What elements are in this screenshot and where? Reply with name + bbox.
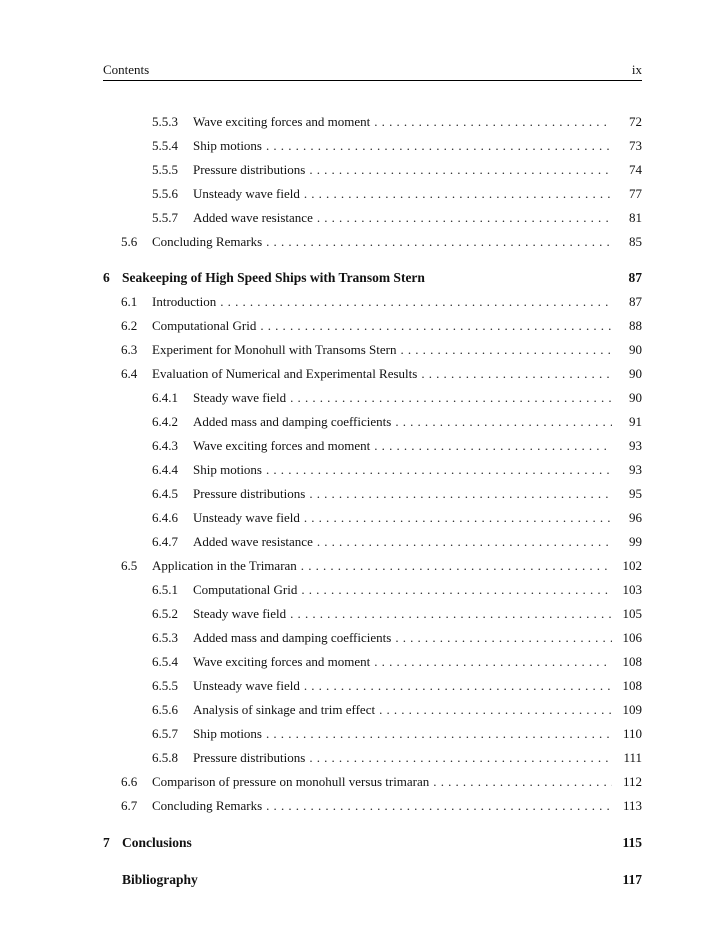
toc-entry-page: 113 bbox=[622, 798, 642, 813]
toc-dot-leader bbox=[395, 412, 612, 432]
toc-chapter-entry[interactable] bbox=[103, 870, 642, 890]
toc-entry[interactable] bbox=[152, 136, 642, 156]
toc-entry-number: 6.3 bbox=[121, 342, 138, 357]
toc-entry-page: 105 bbox=[622, 606, 642, 621]
toc-entry-title: Bibliography bbox=[122, 870, 202, 890]
toc-dot-leader bbox=[304, 184, 612, 204]
toc-entry[interactable] bbox=[152, 484, 642, 504]
toc-entry-number: 5.5.6 bbox=[152, 186, 178, 201]
toc-entry-page: 108 bbox=[622, 654, 642, 669]
toc-entry[interactable] bbox=[152, 184, 642, 204]
toc-entry-number: 6.5.2 bbox=[152, 606, 178, 621]
toc-entry-title: Analysis of sinkage and trim effect bbox=[193, 700, 379, 720]
toc-entry-number: 5.5.4 bbox=[152, 138, 178, 153]
toc-entry[interactable] bbox=[121, 364, 642, 384]
toc-entry-page: 72 bbox=[629, 114, 642, 129]
toc-entry-number: 5.5.7 bbox=[152, 210, 178, 225]
toc-dot-leader bbox=[220, 292, 612, 312]
toc-entry-title: Ship motions bbox=[193, 724, 266, 744]
toc-entry-page: 90 bbox=[629, 342, 642, 357]
toc-dot-leader bbox=[304, 676, 612, 696]
toc-entry-title: Unsteady wave field bbox=[193, 508, 304, 528]
toc-entry-title: Evaluation of Numerical and Experimental Results bbox=[152, 364, 421, 384]
toc-entry-page: 115 bbox=[622, 835, 642, 850]
toc-entry[interactable] bbox=[152, 208, 642, 228]
toc-entry-title: Pressure distributions bbox=[193, 484, 309, 504]
toc-dot-leader bbox=[290, 388, 612, 408]
toc-entry[interactable] bbox=[152, 580, 642, 600]
toc-entry[interactable] bbox=[152, 748, 642, 768]
toc-entry-page: 95 bbox=[629, 486, 642, 501]
toc-entry-title: Unsteady wave field bbox=[193, 184, 304, 204]
toc-entry-title: Added wave resistance bbox=[193, 208, 317, 228]
toc-entry[interactable] bbox=[121, 292, 642, 312]
toc-entry-title: Introduction bbox=[152, 292, 220, 312]
toc-entry-page: 106 bbox=[622, 630, 642, 645]
toc-entry-title: Ship motions bbox=[193, 136, 266, 156]
toc-entry-page: 90 bbox=[629, 366, 642, 381]
toc-entry-page: 110 bbox=[622, 726, 642, 741]
toc-entry-title: Added wave resistance bbox=[193, 532, 317, 552]
toc-entry-page: 90 bbox=[629, 390, 642, 405]
toc-dot-leader bbox=[304, 508, 612, 528]
toc-dot-leader bbox=[301, 556, 612, 576]
toc-dot-leader bbox=[309, 484, 612, 504]
toc-entry-number: 6.4.6 bbox=[152, 510, 178, 525]
toc-entry-title: Wave exciting forces and moment bbox=[193, 652, 374, 672]
toc-dot-leader bbox=[266, 724, 612, 744]
toc-entry[interactable] bbox=[152, 700, 642, 720]
toc-entry-number: 6.5.7 bbox=[152, 726, 178, 741]
toc-entry-number: 5.6 bbox=[121, 234, 138, 249]
toc-entry-page: 87 bbox=[629, 294, 642, 309]
toc-entry[interactable] bbox=[121, 556, 642, 576]
toc-entry-page: 87 bbox=[628, 270, 642, 285]
toc-entry-title: Steady wave field bbox=[193, 388, 290, 408]
toc-dot-leader bbox=[317, 532, 612, 552]
running-header bbox=[103, 60, 642, 81]
header-section-title: Contents bbox=[103, 62, 150, 77]
toc-entry-number: 6.4.7 bbox=[152, 534, 178, 549]
header-page-number: ix bbox=[631, 62, 642, 77]
toc-entry-number: 6.6 bbox=[121, 774, 138, 789]
toc-entry-title: Added mass and damping coefficients bbox=[193, 628, 395, 648]
toc-entry-title: Computational Grid bbox=[152, 316, 260, 336]
toc-entry-page: 99 bbox=[629, 534, 642, 549]
toc-entry-number: 6.4.2 bbox=[152, 414, 178, 429]
toc-entry[interactable] bbox=[152, 724, 642, 744]
toc-dot-leader bbox=[433, 772, 612, 792]
toc-chapter-entry[interactable] bbox=[103, 268, 642, 288]
toc-dot-leader bbox=[266, 796, 612, 816]
toc-entry-number: 5.5.3 bbox=[152, 114, 178, 129]
toc-entry[interactable] bbox=[121, 772, 642, 792]
toc-dot-leader bbox=[301, 580, 612, 600]
toc-entry-number: 6.4 bbox=[121, 366, 138, 381]
toc-entry-number: 6.5.6 bbox=[152, 702, 178, 717]
toc-entry[interactable] bbox=[121, 232, 642, 252]
toc-dot-leader bbox=[290, 604, 612, 624]
toc-entry-page: 93 bbox=[629, 462, 642, 477]
toc-entry-title: Wave exciting forces and moment bbox=[193, 436, 374, 456]
toc-entry-title: Steady wave field bbox=[193, 604, 290, 624]
toc-entry[interactable] bbox=[152, 412, 642, 432]
toc-entry-title: Experiment for Monohull with Transoms Stern bbox=[152, 340, 400, 360]
toc-entry-page: 112 bbox=[622, 774, 642, 789]
toc-dot-leader bbox=[309, 748, 612, 768]
toc-entry-title: Unsteady wave field bbox=[193, 676, 304, 696]
toc-entry[interactable] bbox=[152, 436, 642, 456]
toc-entry-number: 7 bbox=[103, 835, 110, 850]
toc-dot-leader bbox=[266, 136, 612, 156]
toc-entry[interactable] bbox=[152, 508, 642, 528]
toc-entry-title: Seakeeping of High Speed Ships with Transom Stern bbox=[122, 268, 429, 288]
toc-entry-page: 111 bbox=[623, 750, 642, 765]
toc-entry[interactable] bbox=[152, 460, 642, 480]
toc-entry-number: 6.7 bbox=[121, 798, 138, 813]
toc-dot-leader bbox=[395, 628, 612, 648]
toc-entry-title: Pressure distributions bbox=[193, 748, 309, 768]
toc-entry-number: 6.5 bbox=[121, 558, 138, 573]
toc-entry[interactable] bbox=[121, 796, 642, 816]
toc-entry-number: 6.4.1 bbox=[152, 390, 178, 405]
toc-entry-title: Conclusions bbox=[122, 833, 196, 853]
toc-entry-title: Wave exciting forces and moment bbox=[193, 112, 374, 132]
toc-dot-leader bbox=[374, 652, 612, 672]
toc-entry-number: 6.4.5 bbox=[152, 486, 178, 501]
toc-dot-leader bbox=[374, 112, 612, 132]
toc-entry[interactable] bbox=[152, 652, 642, 672]
toc-entry[interactable] bbox=[121, 316, 642, 336]
toc-dot-leader bbox=[260, 316, 612, 336]
toc-entry-page: 74 bbox=[629, 162, 642, 177]
toc-entry-number: 6.4.3 bbox=[152, 438, 178, 453]
toc-entry-page: 96 bbox=[629, 510, 642, 525]
toc-entry-title: Ship motions bbox=[193, 460, 266, 480]
toc-dot-leader bbox=[421, 364, 612, 384]
toc-entry-number: 6.2 bbox=[121, 318, 138, 333]
toc-entry-number: 6.5.1 bbox=[152, 582, 178, 597]
toc-entry-page: 108 bbox=[622, 678, 642, 693]
toc-entry[interactable] bbox=[152, 112, 642, 132]
toc-entry-page: 109 bbox=[622, 702, 642, 717]
toc-entry-number: 6.1 bbox=[121, 294, 138, 309]
toc-entry-title: Application in the Trimaran bbox=[152, 556, 301, 576]
toc-entry-title: Concluding Remarks bbox=[152, 232, 266, 252]
toc-dot-leader bbox=[309, 160, 612, 180]
toc-entry-page: 103 bbox=[622, 582, 642, 597]
toc-entry-title: Comparison of pressure on monohull versus trimaran bbox=[152, 772, 433, 792]
toc-entry[interactable] bbox=[121, 340, 642, 360]
toc-entry[interactable] bbox=[152, 604, 642, 624]
toc-entry[interactable] bbox=[152, 628, 642, 648]
toc-entry-page: 77 bbox=[629, 186, 642, 201]
toc-dot-leader bbox=[266, 232, 612, 252]
toc-entry-page: 73 bbox=[629, 138, 642, 153]
toc-entry[interactable] bbox=[152, 388, 642, 408]
toc-entry[interactable] bbox=[152, 676, 642, 696]
toc-entry-title: Computational Grid bbox=[193, 580, 301, 600]
toc-entry-page: 102 bbox=[622, 558, 642, 573]
toc-entry[interactable] bbox=[152, 160, 642, 180]
toc-dot-leader bbox=[317, 208, 612, 228]
toc-entry-title: Concluding Remarks bbox=[152, 796, 266, 816]
toc-entry-number: 5.5.5 bbox=[152, 162, 178, 177]
toc-entry-number: 6.5.3 bbox=[152, 630, 178, 645]
toc-entry-page: 91 bbox=[629, 414, 642, 429]
toc-entry[interactable] bbox=[152, 532, 642, 552]
toc-entry-number: 6 bbox=[103, 270, 110, 285]
toc-dot-leader bbox=[266, 460, 612, 480]
toc-entry-number: 6.4.4 bbox=[152, 462, 178, 477]
toc-dot-leader bbox=[400, 340, 612, 360]
toc-entry-page: 85 bbox=[629, 234, 642, 249]
toc-entry-number: 6.5.4 bbox=[152, 654, 178, 669]
toc-entry-page: 93 bbox=[629, 438, 642, 453]
toc-dot-leader bbox=[374, 436, 612, 456]
toc-entry-number: 6.5.8 bbox=[152, 750, 178, 765]
toc-dot-leader bbox=[379, 700, 612, 720]
toc-entry-page: 88 bbox=[629, 318, 642, 333]
toc-entry-page: 81 bbox=[629, 210, 642, 225]
toc-entry-title: Pressure distributions bbox=[193, 160, 309, 180]
toc-entry-title: Added mass and damping coefficients bbox=[193, 412, 395, 432]
toc-entry-number: 6.5.5 bbox=[152, 678, 178, 693]
toc-entry-page: 117 bbox=[622, 872, 642, 887]
toc-chapter-entry[interactable] bbox=[103, 833, 642, 853]
